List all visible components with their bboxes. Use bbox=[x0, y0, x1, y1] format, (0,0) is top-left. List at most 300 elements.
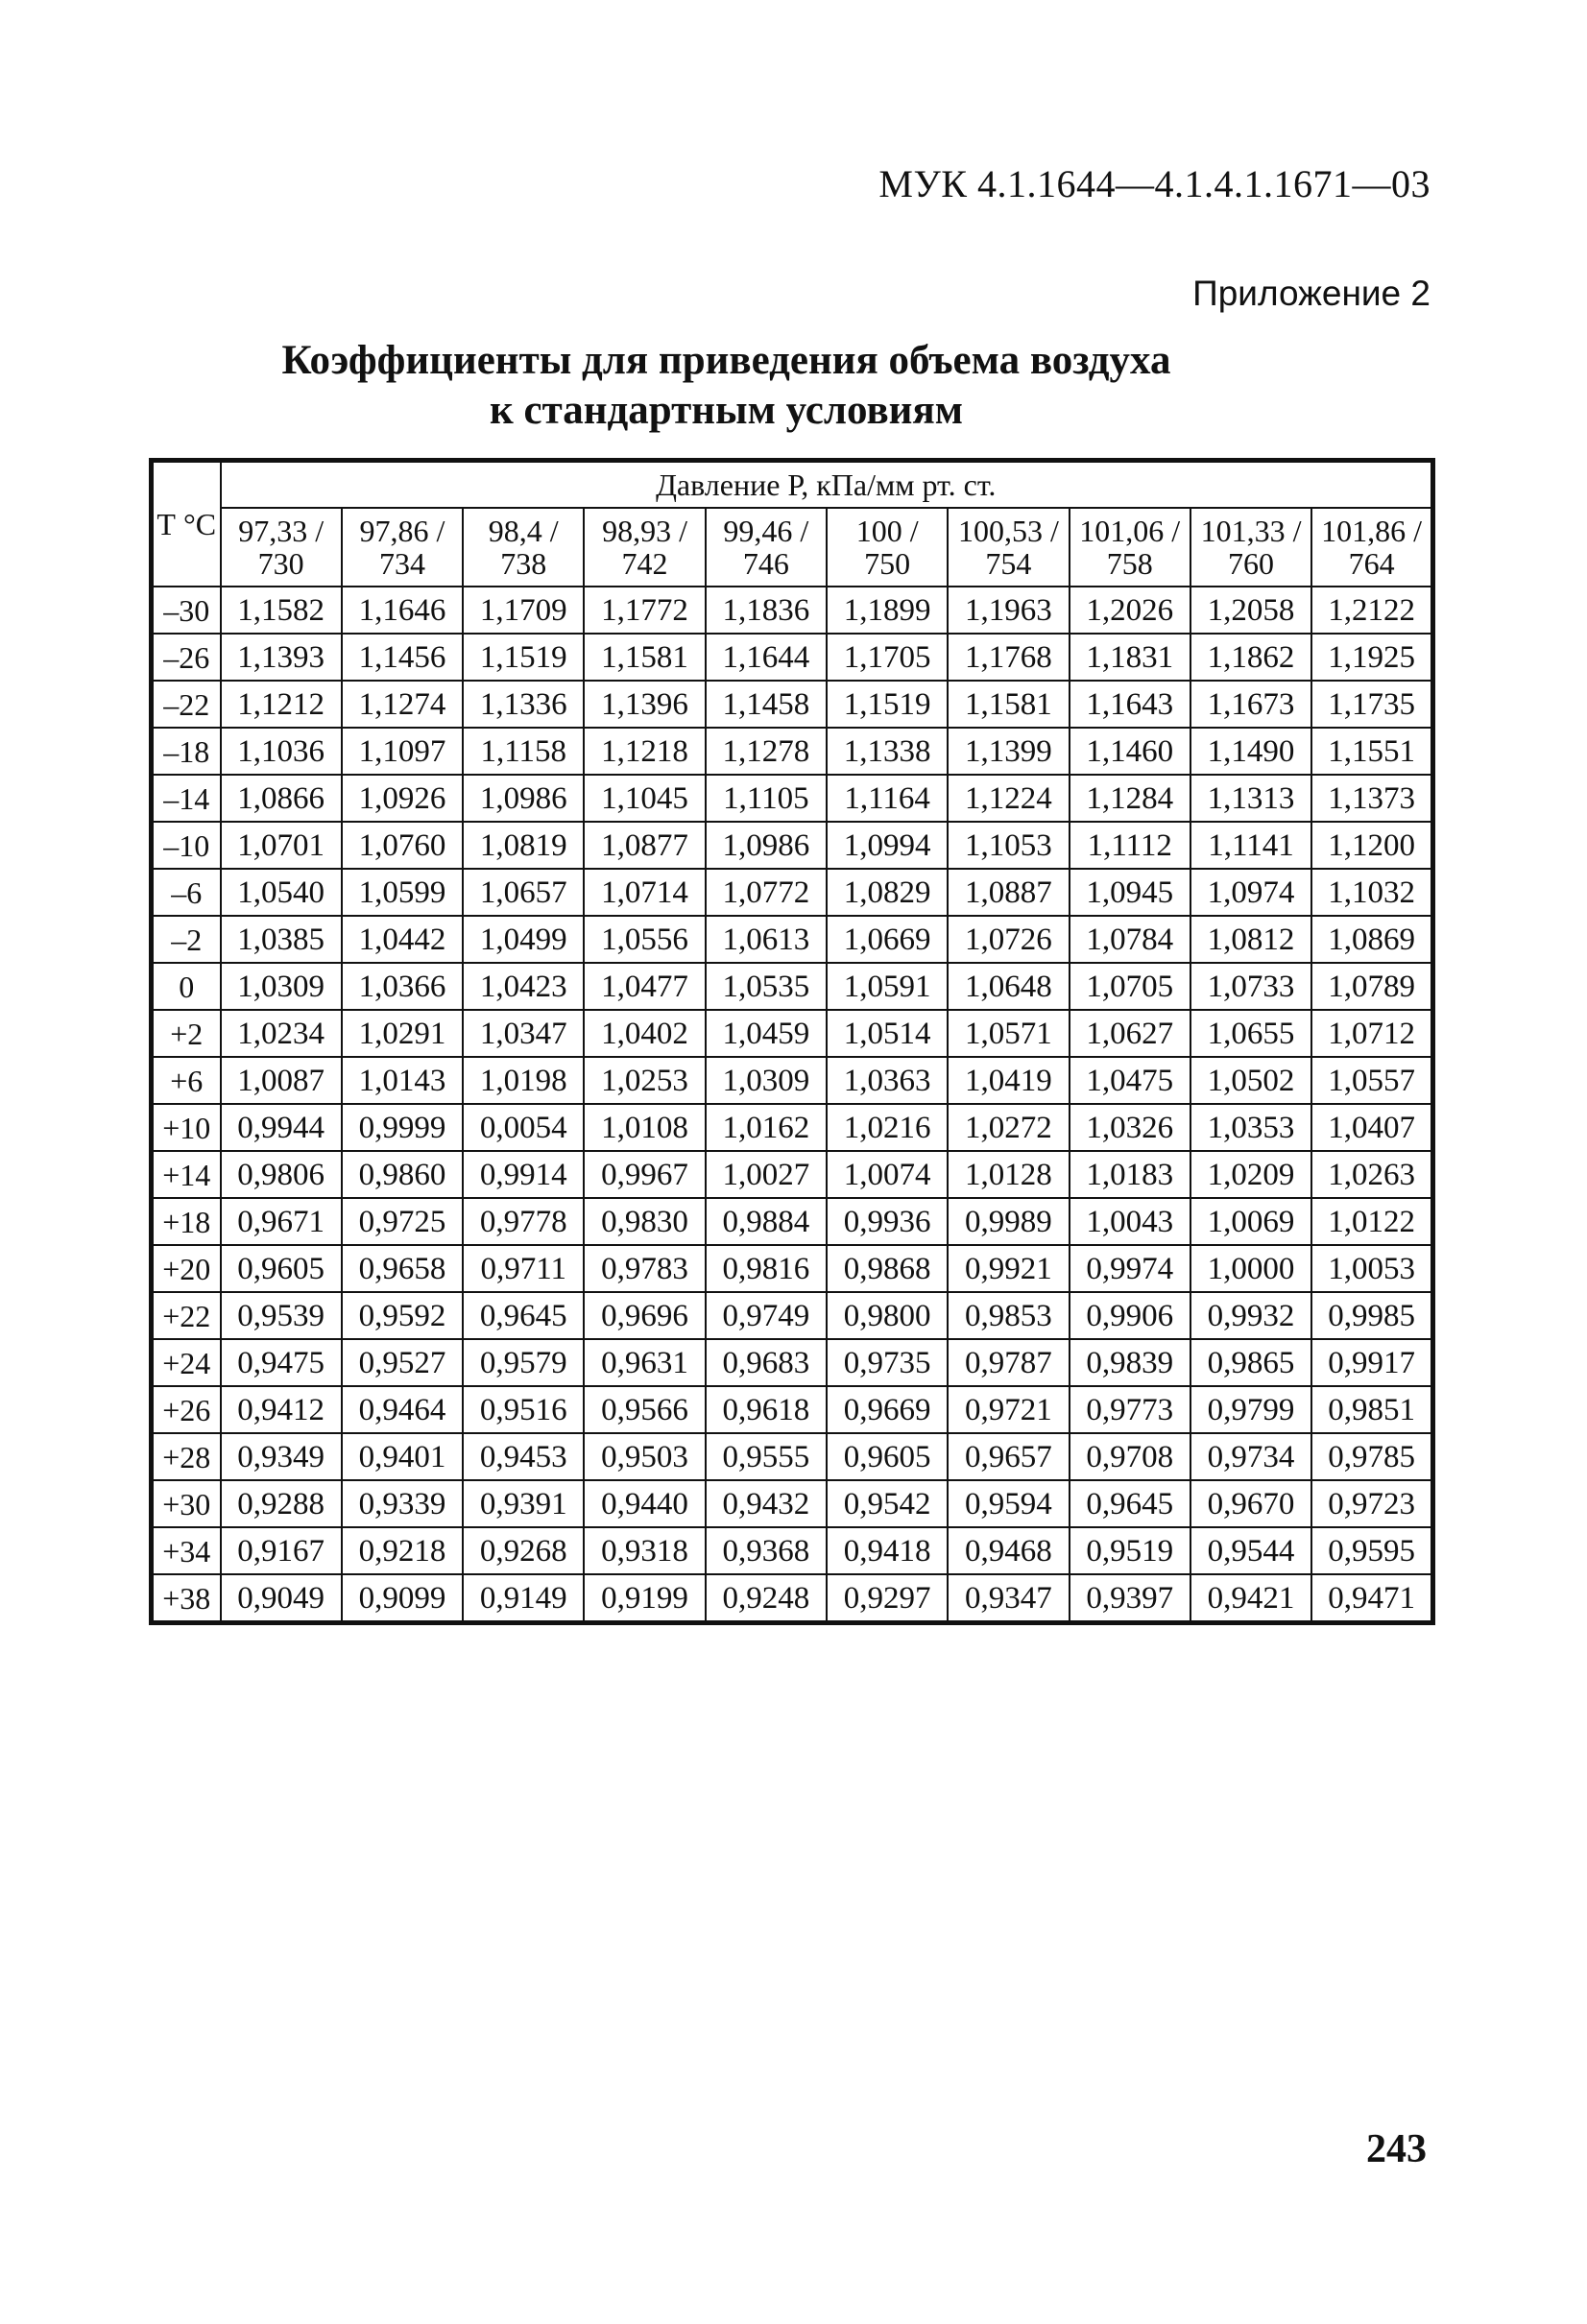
pressure-kpa: 101,33 / bbox=[1200, 514, 1302, 548]
pressure-kpa: 97,86 / bbox=[359, 514, 445, 548]
coefficient-cell: 0,9906 bbox=[1070, 1292, 1190, 1339]
table-row bbox=[152, 963, 1433, 1010]
coefficient-cell: 0,9936 bbox=[827, 1198, 948, 1245]
coefficient-cell: 1,2026 bbox=[1070, 587, 1190, 634]
coefficient-cell: 1,0183 bbox=[1070, 1151, 1190, 1198]
coefficient-cell: 0,9884 bbox=[706, 1198, 827, 1245]
pressure-kpa: 100 / bbox=[855, 514, 919, 548]
coefficient-cell: 0,9671 bbox=[221, 1198, 342, 1245]
coefficient-cell: 0,9696 bbox=[584, 1292, 705, 1339]
coefficient-cell: 1,1338 bbox=[827, 728, 948, 775]
coefficient-cell: 1,2122 bbox=[1311, 587, 1432, 634]
pressure-header-row bbox=[152, 461, 1433, 509]
coefficient-cell: 0,9921 bbox=[948, 1245, 1069, 1292]
coefficient-cell: 1,0571 bbox=[948, 1010, 1069, 1057]
coefficient-cell: 0,9785 bbox=[1311, 1433, 1432, 1480]
temperature-cell: +2 bbox=[152, 1010, 221, 1057]
coefficient-cell: 1,0599 bbox=[342, 869, 463, 916]
temperature-cell: –22 bbox=[152, 681, 221, 728]
table-row bbox=[152, 634, 1433, 681]
pressure-mmhg: 764 bbox=[1348, 546, 1395, 581]
coefficient-cell: 1,1456 bbox=[342, 634, 463, 681]
coefficient-cell: 1,1644 bbox=[706, 634, 827, 681]
coefficient-cell: 1,0069 bbox=[1190, 1198, 1311, 1245]
coefficient-cell: 0,9944 bbox=[221, 1104, 342, 1151]
coefficient-cell: 0,9734 bbox=[1190, 1433, 1311, 1480]
temperature-cell: –6 bbox=[152, 869, 221, 916]
pressure-kpa: 97,33 / bbox=[238, 514, 325, 548]
pressure-kpa: 98,4 / bbox=[488, 514, 559, 548]
coefficient-cell: 1,0234 bbox=[221, 1010, 342, 1057]
coefficient-cell: 1,0648 bbox=[948, 963, 1069, 1010]
coefficient-cell: 1,1032 bbox=[1311, 869, 1432, 916]
coefficient-cell: 0,9268 bbox=[463, 1527, 584, 1574]
coefficient-cell: 1,0887 bbox=[948, 869, 1069, 916]
appendix-label: Приложение 2 bbox=[1192, 274, 1431, 313]
coefficient-cell: 0,9412 bbox=[221, 1386, 342, 1433]
coefficient-cell: 1,1862 bbox=[1190, 634, 1311, 681]
coefficient-cell: 1,1458 bbox=[706, 681, 827, 728]
coefficient-cell: 0,9806 bbox=[221, 1151, 342, 1198]
temperature-cell: +34 bbox=[152, 1527, 221, 1574]
coefficient-cell: 1,0760 bbox=[342, 822, 463, 869]
coefficient-cell: 1,0556 bbox=[584, 916, 705, 963]
coefficient-cell: 0,9349 bbox=[221, 1433, 342, 1480]
coefficient-cell: 0,9218 bbox=[342, 1527, 463, 1574]
pressure-column-header bbox=[1190, 508, 1311, 587]
coefficient-cell: 1,0514 bbox=[827, 1010, 948, 1057]
coefficient-cell: 0,9708 bbox=[1070, 1433, 1190, 1480]
coefficient-cell: 0,9592 bbox=[342, 1292, 463, 1339]
coefficient-cell: 0,9503 bbox=[584, 1433, 705, 1480]
coefficient-cell: 1,0209 bbox=[1190, 1151, 1311, 1198]
coefficient-cell: 1,0869 bbox=[1311, 916, 1432, 963]
coefficient-cell: 1,1373 bbox=[1311, 775, 1432, 822]
coefficient-cell: 1,0535 bbox=[706, 963, 827, 1010]
coefficient-cell: 1,1581 bbox=[584, 634, 705, 681]
coefficient-cell: 0,9418 bbox=[827, 1527, 948, 1574]
coefficient-cell: 1,0385 bbox=[221, 916, 342, 963]
coefficient-cell: 1,0475 bbox=[1070, 1057, 1190, 1104]
table-row bbox=[152, 1480, 1433, 1527]
coefficient-cell: 1,1551 bbox=[1311, 728, 1432, 775]
coefficient-cell: 1,1336 bbox=[463, 681, 584, 728]
pressure-kpa: 100,53 / bbox=[957, 514, 1059, 548]
coefficient-cell: 1,2058 bbox=[1190, 587, 1311, 634]
coefficient-cell: 0,9669 bbox=[827, 1386, 948, 1433]
table-row bbox=[152, 1433, 1433, 1480]
coefficient-cell: 0,9658 bbox=[342, 1245, 463, 1292]
coefficient-cell: 1,1053 bbox=[948, 822, 1069, 869]
coefficient-cell: 1,0122 bbox=[1311, 1198, 1432, 1245]
coefficient-cell: 1,0655 bbox=[1190, 1010, 1311, 1057]
coefficient-cell: 0,9519 bbox=[1070, 1527, 1190, 1574]
coefficient-cell: 1,1224 bbox=[948, 775, 1069, 822]
pressure-column-header bbox=[221, 508, 342, 587]
temperature-cell: +20 bbox=[152, 1245, 221, 1292]
coefficient-cell: 0,9432 bbox=[706, 1480, 827, 1527]
coefficient-cell: 1,1705 bbox=[827, 634, 948, 681]
coefficient-cell: 1,0419 bbox=[948, 1057, 1069, 1104]
coefficient-cell: 0,9725 bbox=[342, 1198, 463, 1245]
coefficient-cell: 0,9099 bbox=[342, 1574, 463, 1623]
coefficient-cell: 0,9368 bbox=[706, 1527, 827, 1574]
pressure-kpa: 99,46 / bbox=[723, 514, 809, 548]
coefficient-cell: 0,9778 bbox=[463, 1198, 584, 1245]
coefficient-cell: 1,0442 bbox=[342, 916, 463, 963]
coefficient-cell: 1,0812 bbox=[1190, 916, 1311, 963]
coefficient-cell: 1,1899 bbox=[827, 587, 948, 634]
coefficient-cell: 0,9914 bbox=[463, 1151, 584, 1198]
temperature-cell: +10 bbox=[152, 1104, 221, 1151]
pressure-mmhg: 760 bbox=[1228, 546, 1275, 581]
temperature-cell: +6 bbox=[152, 1057, 221, 1104]
pressure-column-header bbox=[706, 508, 827, 587]
pressure-mmhg: 738 bbox=[500, 546, 547, 581]
pressure-header: Давление Р, кПа/мм рт. ст. bbox=[221, 461, 1433, 509]
coefficient-cell: 1,0701 bbox=[221, 822, 342, 869]
temperature-cell: +22 bbox=[152, 1292, 221, 1339]
coefficient-cell: 1,0714 bbox=[584, 869, 705, 916]
table-row bbox=[152, 681, 1433, 728]
pressure-mmhg: 746 bbox=[742, 546, 789, 581]
coefficient-cell: 0,9787 bbox=[948, 1339, 1069, 1386]
coefficient-cell: 0,9711 bbox=[463, 1245, 584, 1292]
table-row bbox=[152, 1386, 1433, 1433]
coefficient-cell: 0,9735 bbox=[827, 1339, 948, 1386]
coefficient-cell: 0,9475 bbox=[221, 1339, 342, 1386]
temperature-cell: +14 bbox=[152, 1151, 221, 1198]
coefficient-cell: 0,9989 bbox=[948, 1198, 1069, 1245]
temperature-cell: –10 bbox=[152, 822, 221, 869]
coefficient-cell: 0,9595 bbox=[1311, 1527, 1432, 1574]
temperature-cell: –18 bbox=[152, 728, 221, 775]
coefficient-cell: 1,1112 bbox=[1070, 822, 1190, 869]
coefficient-cell: 0,9471 bbox=[1311, 1574, 1432, 1623]
coefficient-cell: 1,0363 bbox=[827, 1057, 948, 1104]
coefficient-cell: 1,0423 bbox=[463, 963, 584, 1010]
coefficient-cell: 1,1399 bbox=[948, 728, 1069, 775]
coefficient-cell: 1,1490 bbox=[1190, 728, 1311, 775]
coefficient-cell: 0,9773 bbox=[1070, 1386, 1190, 1433]
coefficient-cell: 1,0733 bbox=[1190, 963, 1311, 1010]
document-code: МУК 4.1.1644—4.1.4.1.1671—03 bbox=[878, 162, 1431, 205]
coefficient-cell: 1,0108 bbox=[584, 1104, 705, 1151]
table-row bbox=[152, 775, 1433, 822]
coefficient-cell: 1,0669 bbox=[827, 916, 948, 963]
coefficient-cell: 0,9917 bbox=[1311, 1339, 1432, 1386]
coefficient-cell: 0,9318 bbox=[584, 1527, 705, 1574]
temperature-cell: +24 bbox=[152, 1339, 221, 1386]
coefficient-cell: 1,1164 bbox=[827, 775, 948, 822]
temperature-cell: +18 bbox=[152, 1198, 221, 1245]
pressure-mmhg: 742 bbox=[621, 546, 668, 581]
title-line-2: к стандартным условиям bbox=[489, 388, 963, 433]
table-row bbox=[152, 916, 1433, 963]
coefficient-cell: 0,9645 bbox=[463, 1292, 584, 1339]
coefficient-cell: 1,0726 bbox=[948, 916, 1069, 963]
coefficient-cell: 1,0994 bbox=[827, 822, 948, 869]
coefficient-cell: 1,0540 bbox=[221, 869, 342, 916]
coefficient-cell: 1,1393 bbox=[221, 634, 342, 681]
coefficient-cell: 0,9594 bbox=[948, 1480, 1069, 1527]
coefficient-cell: 1,0829 bbox=[827, 869, 948, 916]
coefficient-cell: 0,9830 bbox=[584, 1198, 705, 1245]
coefficient-cell: 1,1284 bbox=[1070, 775, 1190, 822]
coefficient-cell: 1,0772 bbox=[706, 869, 827, 916]
pressure-column-header bbox=[948, 508, 1069, 587]
coefficient-cell: 0,9453 bbox=[463, 1433, 584, 1480]
coefficient-cell: 0,9670 bbox=[1190, 1480, 1311, 1527]
coefficient-cell: 0,9468 bbox=[948, 1527, 1069, 1574]
coefficient-cell: 1,0712 bbox=[1311, 1010, 1432, 1057]
coefficient-cell: 0,9800 bbox=[827, 1292, 948, 1339]
coefficient-cell: 0,9516 bbox=[463, 1386, 584, 1433]
table-row bbox=[152, 1151, 1433, 1198]
coefficient-cell: 0,9985 bbox=[1311, 1292, 1432, 1339]
coefficient-cell: 0,9868 bbox=[827, 1245, 948, 1292]
coefficient-cell: 1,1836 bbox=[706, 587, 827, 634]
coefficient-cell: 1,0043 bbox=[1070, 1198, 1190, 1245]
coefficient-cell: 1,0705 bbox=[1070, 963, 1190, 1010]
coefficient-cell: 1,0309 bbox=[221, 963, 342, 1010]
coefficient-cell: 0,9865 bbox=[1190, 1339, 1311, 1386]
temperature-cell: +26 bbox=[152, 1386, 221, 1433]
coefficient-cell: 0,9839 bbox=[1070, 1339, 1190, 1386]
coefficient-cell: 1,1673 bbox=[1190, 681, 1311, 728]
coefficient-cell: 0,9542 bbox=[827, 1480, 948, 1527]
coefficient-cell: 1,0627 bbox=[1070, 1010, 1190, 1057]
coefficient-cell: 0,9605 bbox=[221, 1245, 342, 1292]
coefficient-cell: 0,9049 bbox=[221, 1574, 342, 1623]
coefficient-cell: 0,9657 bbox=[948, 1433, 1069, 1480]
coefficient-cell: 0,9248 bbox=[706, 1574, 827, 1623]
coefficient-cell: 0,9631 bbox=[584, 1339, 705, 1386]
coefficient-cell: 1,0074 bbox=[827, 1151, 948, 1198]
table-row bbox=[152, 1104, 1433, 1151]
table-row bbox=[152, 1057, 1433, 1104]
coefficient-cell: 0,9149 bbox=[463, 1574, 584, 1623]
coefficient-cell: 1,1963 bbox=[948, 587, 1069, 634]
table-row bbox=[152, 1245, 1433, 1292]
table-row bbox=[152, 1527, 1433, 1574]
temperature-cell: +28 bbox=[152, 1433, 221, 1480]
coefficient-cell: 1,0272 bbox=[948, 1104, 1069, 1151]
coefficient-cell: 0,9288 bbox=[221, 1480, 342, 1527]
coefficient-table bbox=[149, 458, 1435, 1625]
coefficient-cell: 1,0087 bbox=[221, 1057, 342, 1104]
coefficient-cell: 1,0216 bbox=[827, 1104, 948, 1151]
coefficient-cell: 1,0502 bbox=[1190, 1057, 1311, 1104]
coefficient-cell: 1,1519 bbox=[463, 634, 584, 681]
pressure-mmhg: 750 bbox=[864, 546, 911, 581]
coefficient-cell: 0,9464 bbox=[342, 1386, 463, 1433]
coefficient-cell: 1,0053 bbox=[1311, 1245, 1432, 1292]
pressure-columns-row bbox=[152, 508, 1433, 587]
coefficient-cell: 1,0499 bbox=[463, 916, 584, 963]
coefficient-cell: 1,0347 bbox=[463, 1010, 584, 1057]
coefficient-cell: 1,0128 bbox=[948, 1151, 1069, 1198]
temperature-cell: 0 bbox=[152, 963, 221, 1010]
table-row bbox=[152, 1292, 1433, 1339]
pressure-column-header bbox=[584, 508, 705, 587]
coefficient-cell: 0,9749 bbox=[706, 1292, 827, 1339]
coefficient-cell: 1,0263 bbox=[1311, 1151, 1432, 1198]
coefficient-cell: 1,0657 bbox=[463, 869, 584, 916]
coefficient-cell: 0,9401 bbox=[342, 1433, 463, 1480]
coefficient-cell: 0,0054 bbox=[463, 1104, 584, 1151]
coefficient-cell: 0,9799 bbox=[1190, 1386, 1311, 1433]
coefficient-cell: 0,9974 bbox=[1070, 1245, 1190, 1292]
coefficient-cell: 1,0143 bbox=[342, 1057, 463, 1104]
coefficient-cell: 1,0591 bbox=[827, 963, 948, 1010]
temperature-cell: +38 bbox=[152, 1574, 221, 1623]
coefficient-cell: 0,9544 bbox=[1190, 1527, 1311, 1574]
coefficient-cell: 0,9527 bbox=[342, 1339, 463, 1386]
coefficient-cell: 0,9618 bbox=[706, 1386, 827, 1433]
coefficient-cell: 1,1831 bbox=[1070, 634, 1190, 681]
temperature-header: Т °С bbox=[152, 461, 221, 587]
coefficient-cell: 1,1709 bbox=[463, 587, 584, 634]
coefficient-cell: 0,9397 bbox=[1070, 1574, 1190, 1623]
coefficient-cell: 1,1158 bbox=[463, 728, 584, 775]
temperature-cell: –14 bbox=[152, 775, 221, 822]
coefficient-cell: 0,9297 bbox=[827, 1574, 948, 1623]
coefficient-cell: 1,0945 bbox=[1070, 869, 1190, 916]
coefficient-cell: 1,0326 bbox=[1070, 1104, 1190, 1151]
table-row bbox=[152, 1010, 1433, 1057]
pressure-kpa: 101,06 / bbox=[1079, 514, 1181, 548]
coefficient-cell: 0,9851 bbox=[1311, 1386, 1432, 1433]
coefficient-cell: 0,9579 bbox=[463, 1339, 584, 1386]
coefficient-cell: 1,0402 bbox=[584, 1010, 705, 1057]
table-row bbox=[152, 728, 1433, 775]
coefficient-cell: 1,1396 bbox=[584, 681, 705, 728]
coefficient-cell: 0,9816 bbox=[706, 1245, 827, 1292]
pressure-kpa: 98,93 / bbox=[602, 514, 687, 548]
coefficient-cell: 1,0974 bbox=[1190, 869, 1311, 916]
coefficient-cell: 1,0366 bbox=[342, 963, 463, 1010]
coefficient-cell: 0,9566 bbox=[584, 1386, 705, 1433]
coefficient-cell: 0,9339 bbox=[342, 1480, 463, 1527]
table-body bbox=[152, 587, 1433, 1623]
pressure-column-header bbox=[342, 508, 463, 587]
coefficient-cell: 1,1218 bbox=[584, 728, 705, 775]
coefficient-cell: 1,1460 bbox=[1070, 728, 1190, 775]
title-line-1: Коэффициенты для приведения объема воздуха bbox=[281, 338, 1171, 383]
temperature-cell: –2 bbox=[152, 916, 221, 963]
coefficient-cell: 0,9645 bbox=[1070, 1480, 1190, 1527]
coefficient-cell: 0,9932 bbox=[1190, 1292, 1311, 1339]
temperature-cell: +30 bbox=[152, 1480, 221, 1527]
coefficient-cell: 1,0309 bbox=[706, 1057, 827, 1104]
coefficient-cell: 0,9967 bbox=[584, 1151, 705, 1198]
coefficient-cell: 0,9421 bbox=[1190, 1574, 1311, 1623]
coefficient-cell: 1,1278 bbox=[706, 728, 827, 775]
temperature-cell: –30 bbox=[152, 587, 221, 634]
table-row bbox=[152, 869, 1433, 916]
temperature-cell: –26 bbox=[152, 634, 221, 681]
pressure-column-header bbox=[1311, 508, 1432, 587]
coefficient-cell: 1,1772 bbox=[584, 587, 705, 634]
coefficient-cell: 1,0459 bbox=[706, 1010, 827, 1057]
pressure-mmhg: 758 bbox=[1106, 546, 1153, 581]
coefficient-cell: 0,9723 bbox=[1311, 1480, 1432, 1527]
table-row bbox=[152, 587, 1433, 634]
coefficient-cell: 1,0866 bbox=[221, 775, 342, 822]
table-row bbox=[152, 1198, 1433, 1245]
pressure-mmhg: 754 bbox=[985, 546, 1032, 581]
coefficient-cell: 0,9999 bbox=[342, 1104, 463, 1151]
coefficient-cell: 0,9440 bbox=[584, 1480, 705, 1527]
coefficient-cell: 1,0027 bbox=[706, 1151, 827, 1198]
pressure-kpa: 101,86 / bbox=[1321, 514, 1423, 548]
coefficient-cell: 1,0198 bbox=[463, 1057, 584, 1104]
coefficient-cell: 1,0162 bbox=[706, 1104, 827, 1151]
coefficient-cell: 0,9167 bbox=[221, 1527, 342, 1574]
coefficient-cell: 1,0557 bbox=[1311, 1057, 1432, 1104]
coefficient-cell: 1,1735 bbox=[1311, 681, 1432, 728]
coefficient-cell: 0,9199 bbox=[584, 1574, 705, 1623]
coefficient-cell: 1,0477 bbox=[584, 963, 705, 1010]
coefficient-cell: 1,0253 bbox=[584, 1057, 705, 1104]
coefficient-cell: 1,1274 bbox=[342, 681, 463, 728]
coefficient-cell: 1,0926 bbox=[342, 775, 463, 822]
coefficient-cell: 0,9391 bbox=[463, 1480, 584, 1527]
pressure-column-header bbox=[463, 508, 584, 587]
coefficient-cell: 1,1643 bbox=[1070, 681, 1190, 728]
coefficient-cell: 0,9683 bbox=[706, 1339, 827, 1386]
coefficient-cell: 1,0986 bbox=[706, 822, 827, 869]
coefficient-cell: 1,0789 bbox=[1311, 963, 1432, 1010]
coefficient-cell: 1,1582 bbox=[221, 587, 342, 634]
coefficient-cell: 1,0784 bbox=[1070, 916, 1190, 963]
coefficient-cell: 1,1519 bbox=[827, 681, 948, 728]
coefficient-cell: 1,0000 bbox=[1190, 1245, 1311, 1292]
coefficient-cell: 1,1646 bbox=[342, 587, 463, 634]
coefficient-cell: 0,9555 bbox=[706, 1433, 827, 1480]
coefficient-cell: 1,1768 bbox=[948, 634, 1069, 681]
pressure-mmhg: 730 bbox=[257, 546, 304, 581]
coefficient-cell: 1,1045 bbox=[584, 775, 705, 822]
table-row bbox=[152, 822, 1433, 869]
pressure-column-header bbox=[827, 508, 948, 587]
pressure-column-header bbox=[1070, 508, 1190, 587]
coefficient-cell: 0,9783 bbox=[584, 1245, 705, 1292]
page-number: 243 bbox=[1366, 2127, 1427, 2171]
coefficient-cell: 1,1141 bbox=[1190, 822, 1311, 869]
page-title bbox=[0, 336, 1587, 436]
coefficient-cell: 0,9605 bbox=[827, 1433, 948, 1480]
coefficient-cell: 0,9860 bbox=[342, 1151, 463, 1198]
coefficient-cell: 1,0291 bbox=[342, 1010, 463, 1057]
coefficient-cell: 1,0819 bbox=[463, 822, 584, 869]
coefficient-cell: 1,0877 bbox=[584, 822, 705, 869]
coefficient-cell: 0,9539 bbox=[221, 1292, 342, 1339]
coefficient-cell: 1,1097 bbox=[342, 728, 463, 775]
coefficient-cell: 1,1200 bbox=[1311, 822, 1432, 869]
coefficient-cell: 1,1212 bbox=[221, 681, 342, 728]
coefficient-cell: 1,1313 bbox=[1190, 775, 1311, 822]
coefficient-cell: 1,1581 bbox=[948, 681, 1069, 728]
table-row bbox=[152, 1574, 1433, 1623]
coefficient-cell: 0,9721 bbox=[948, 1386, 1069, 1433]
coefficient-cell: 1,1925 bbox=[1311, 634, 1432, 681]
table-row bbox=[152, 1339, 1433, 1386]
coefficient-cell: 0,9853 bbox=[948, 1292, 1069, 1339]
coefficient-cell: 0,9347 bbox=[948, 1574, 1069, 1623]
coefficient-cell: 1,0353 bbox=[1190, 1104, 1311, 1151]
